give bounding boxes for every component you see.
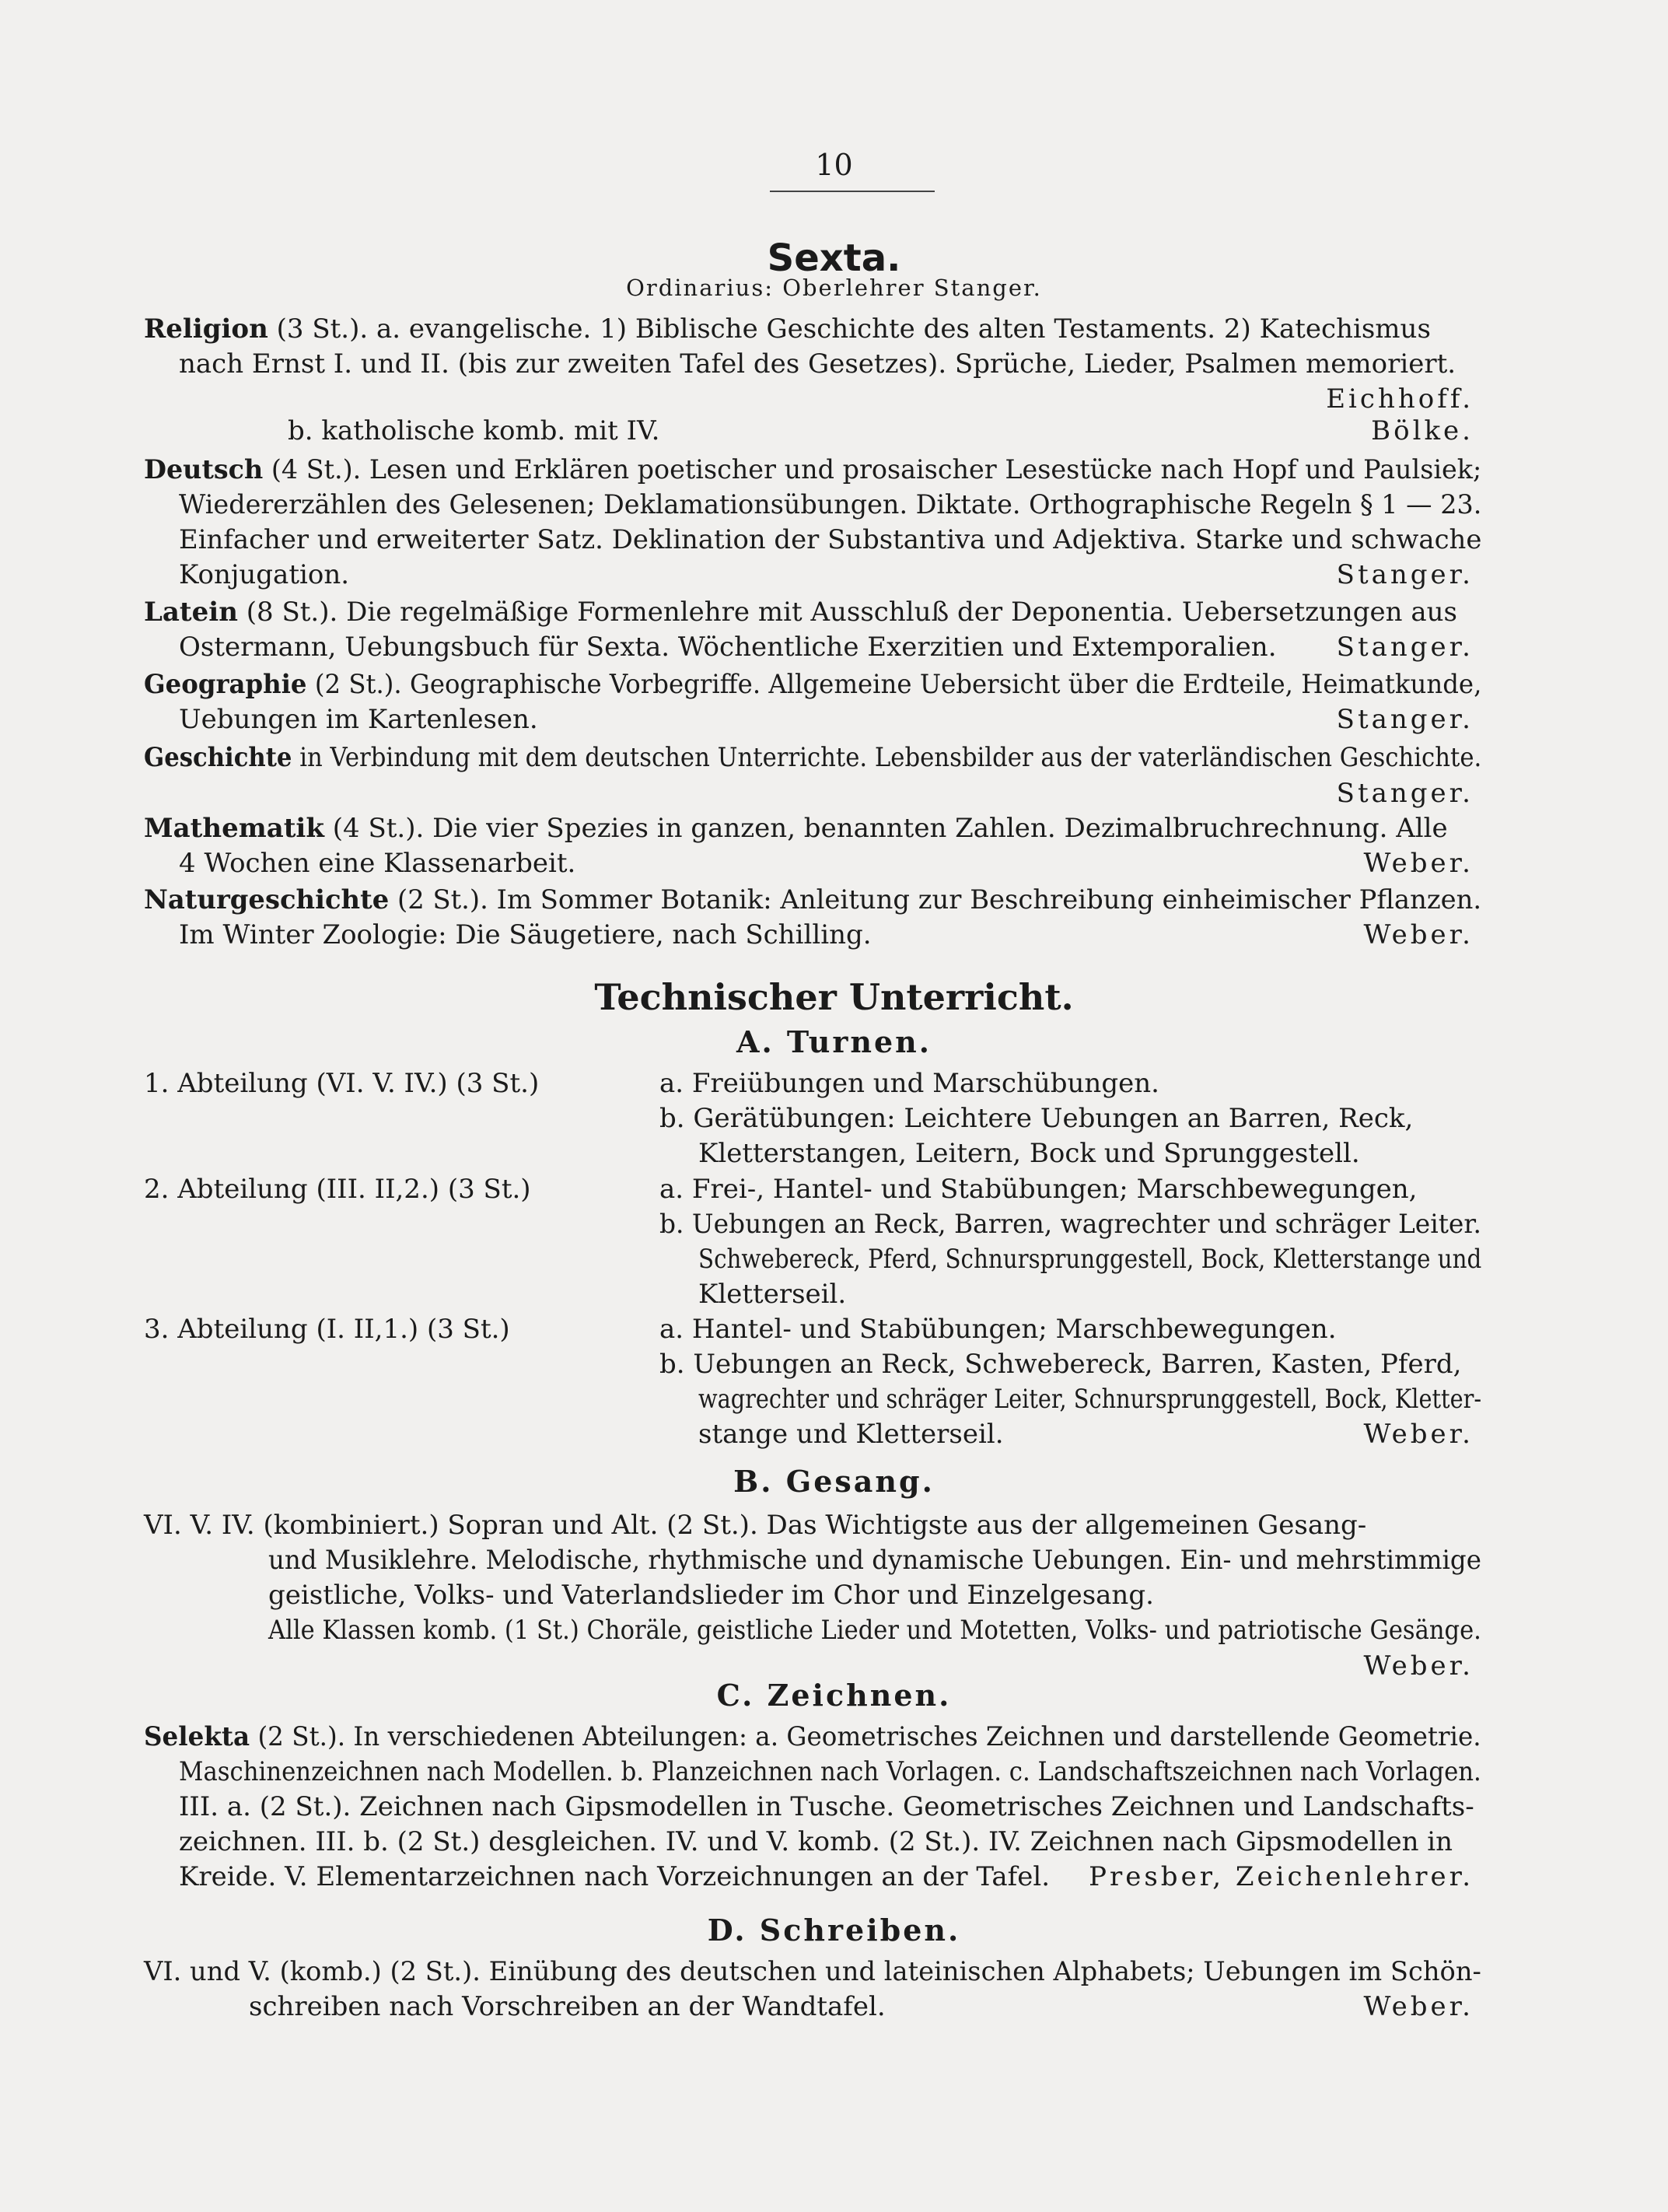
teacher-presber: Presber, Zeichenlehrer. [1089,1861,1474,1892]
teacher-weber-naturgeschichte: Weber. [1363,919,1474,950]
latein-line-2: Ostermann, Uebungsbuch für Sexta. Wöchentliche Exerzitien und Extemporalien. [179,632,1277,663]
gesang-line-3: geistliche, Volks- und Vaterlandslieder im Chor und Einzelgesang. [268,1580,1154,1611]
zeichnen-line-4: zeichnen. III. b. (2 St.) desgleichen. IV. und V. komb. (2 St.). IV. Zeichnen nach Gipsmodellen in [179,1826,1453,1857]
turnen-abteilung-2-b2: Schwebereck, Pferd, Schnursprunggestell, Bock, Kletterstange und [698,1244,1482,1275]
zeichnen-line-2: Maschinenzeichnen nach Modellen. b. Planzeichnen nach Vorlagen. c. Landschaftszeichnen nach Vorlagen. [179,1756,1481,1787]
turnen-abteilung-1-label: 1. Abteilung (VI. V. IV.) (3 St.) [144,1068,540,1099]
gesang-line-4: Alle Klassen komb. (1 St.) Choräle, geistliche Lieder und Motetten, Volks- und patriotische Gesänge. [268,1615,1481,1646]
religion-line-2: nach Ernst I. und II. (bis zur zweiten Tafel des Gesetzes). Sprüche, Lieder, Psalmen memoriert. [179,348,1456,380]
teacher-eichhoff: Eichhoff. [1326,383,1474,415]
teacher-weber-mathematik: Weber. [1363,848,1474,879]
turnen-abteilung-3-b3: stange und Kletterseil. [698,1419,1004,1450]
subject-geschichte: Geschichte [144,742,292,773]
teacher-stanger-deutsch: Stanger. [1336,559,1474,590]
teacher-stanger-geographie: Stanger. [1336,704,1474,735]
ordinarius-line: Ordinarius: Oberlehrer Stanger. [626,275,1042,301]
geschichte-line-1: Geschichte in Verbindung mit dem deutschen Unterrichte. Lebensbilder aus der vaterländischen Geschichte. [144,742,1482,773]
subsection-title-turnen: A. Turnen. [736,1024,932,1059]
subsection-title-zeichnen: C. Zeichnen. [716,1678,952,1713]
deutsch-line-4: Konjugation. [179,559,350,590]
turnen-abteilung-1-b1: b. Gerätübungen: Leichtere Uebungen an Barren, Reck, [659,1103,1414,1134]
subject-religion: Religion [144,313,268,345]
subject-latein: Latein [144,597,238,628]
teacher-weber-schreiben: Weber. [1363,1991,1474,2022]
subject-mathematik: Mathematik [144,813,324,844]
page-number-rule [770,191,935,192]
turnen-abteilung-3-b2: wagrechter und schräger Leiter, Schnursprunggestell, Bock, Kletter- [698,1384,1482,1415]
mathematik-line-1: Mathematik (4 St.). Die vier Spezies in ganzen, benannten Zahlen. Dezimalbruchrechnung. Alle [144,813,1448,844]
zeichnen-line-5: Kreide. V. Elementarzeichnen nach Vorzeichnungen an der Tafel. [179,1861,1051,1892]
page-number: 10 [815,148,853,182]
naturgeschichte-line-2: Im Winter Zoologie: Die Säugetiere, nach Schilling. [179,919,872,950]
teacher-boelke: Bölke. [1371,415,1474,446]
turnen-abteilung-3-a: a. Hantel- und Stabübungen; Marschbewegungen. [659,1314,1337,1345]
zeichnen-line-3: III. a. (2 St.). Zeichnen nach Gipsmodellen in Tusche. Geometrisches Zeichnen und Landschafts- [179,1791,1474,1822]
subsection-title-schreiben: D. Schreiben. [707,1913,961,1948]
teacher-stanger-geschichte: Stanger. [1336,778,1474,809]
teacher-weber-gesang: Weber. [1363,1650,1474,1682]
turnen-abteilung-2-a: a. Frei-, Hantel- und Stabübungen; Marschbewegungen, [659,1174,1418,1205]
section-title-technischer-unterricht: Technischer Unterricht. [594,976,1074,1018]
turnen-abteilung-2-b3: Kletterseil. [698,1279,847,1310]
gesang-line-1: VI. V. IV. (kombiniert.) Sopran und Alt. (2 St.). Das Wichtigste aus der allgemeinen Gesang- [144,1510,1367,1541]
turnen-abteilung-2-b1: b. Uebungen an Reck, Barren, wagrechter und schräger Leiter. [659,1209,1481,1240]
deutsch-line-3: Einfacher und erweiterter Satz. Deklination der Substantiva und Adjektiva. Starke und schwache [179,524,1482,555]
subject-naturgeschichte: Naturgeschichte [144,884,390,915]
geographie-line-1: Geographie (2 St.). Geographische Vorbegriffe. Allgemeine Uebersicht über die Erdteile, Heimatkunde, [144,669,1482,700]
schreiben-line-2: schreiben nach Vorschreiben an der Wandtafel. [249,1991,886,2022]
turnen-abteilung-1-b2: Kletterstangen, Leitern, Bock und Sprunggestell. [698,1138,1360,1169]
subject-deutsch: Deutsch [144,454,264,485]
deutsch-line-1: Deutsch (4 St.). Lesen und Erklären poetischer und prosaischer Lesestücke nach Hopf und Paulsiek; [144,454,1482,485]
schreiben-line-1: VI. und V. (komb.) (2 St.). Einübung des deutschen und lateinischen Alphabets; Uebungen im Schön- [144,1956,1481,1987]
turnen-abteilung-3-b1: b. Uebungen an Reck, Schwebereck, Barren, Kasten, Pferd, [659,1349,1462,1380]
turnen-abteilung-2-label: 2. Abteilung (III. II,2.) (3 St.) [144,1174,531,1205]
turnen-abteilung-3-label: 3. Abteilung (I. II,1.) (3 St.) [144,1314,510,1345]
subject-selekta: Selekta [144,1721,250,1752]
naturgeschichte-line-1: Naturgeschichte (2 St.). Im Sommer Botanik: Anleitung zur Beschreibung einheimischer Pflanzen. [144,884,1482,915]
subject-geographie: Geographie [144,669,307,700]
mathematik-line-2: 4 Wochen eine Klassenarbeit. [179,848,576,879]
subsection-title-gesang: B. Gesang. [733,1464,935,1499]
turnen-abteilung-1-a: a. Freiübungen und Marschübungen. [659,1068,1159,1099]
latein-line-1: Latein (8 St.). Die regelmäßige Formenlehre mit Ausschluß der Deponentia. Uebersetzungen aus [144,597,1457,628]
teacher-weber-turnen: Weber. [1363,1419,1474,1450]
zeichnen-line-1: Selekta (2 St.). In verschiedenen Abteilungen: a. Geometrisches Zeichnen und darstellende Geometrie. [144,1721,1481,1752]
geographie-line-2: Uebungen im Kartenlesen. [179,704,538,735]
teacher-stanger-latein: Stanger. [1336,632,1474,663]
religion-line-1: Religion (3 St.). a. evangelische. 1) Biblische Geschichte des alten Testaments. 2) Katechismus [144,313,1431,345]
section-title-sexta: Sexta. [767,236,901,280]
gesang-line-2: und Musiklehre. Melodische, rhythmische und dynamische Uebungen. Ein- und mehrstimmige [268,1545,1481,1576]
religion-line-4: b. katholische komb. mit IV. [288,415,660,446]
deutsch-line-2: Wiedererzählen des Gelesenen; Deklamationsübungen. Diktate. Orthographische Regeln § 1 — 23. [179,489,1482,520]
